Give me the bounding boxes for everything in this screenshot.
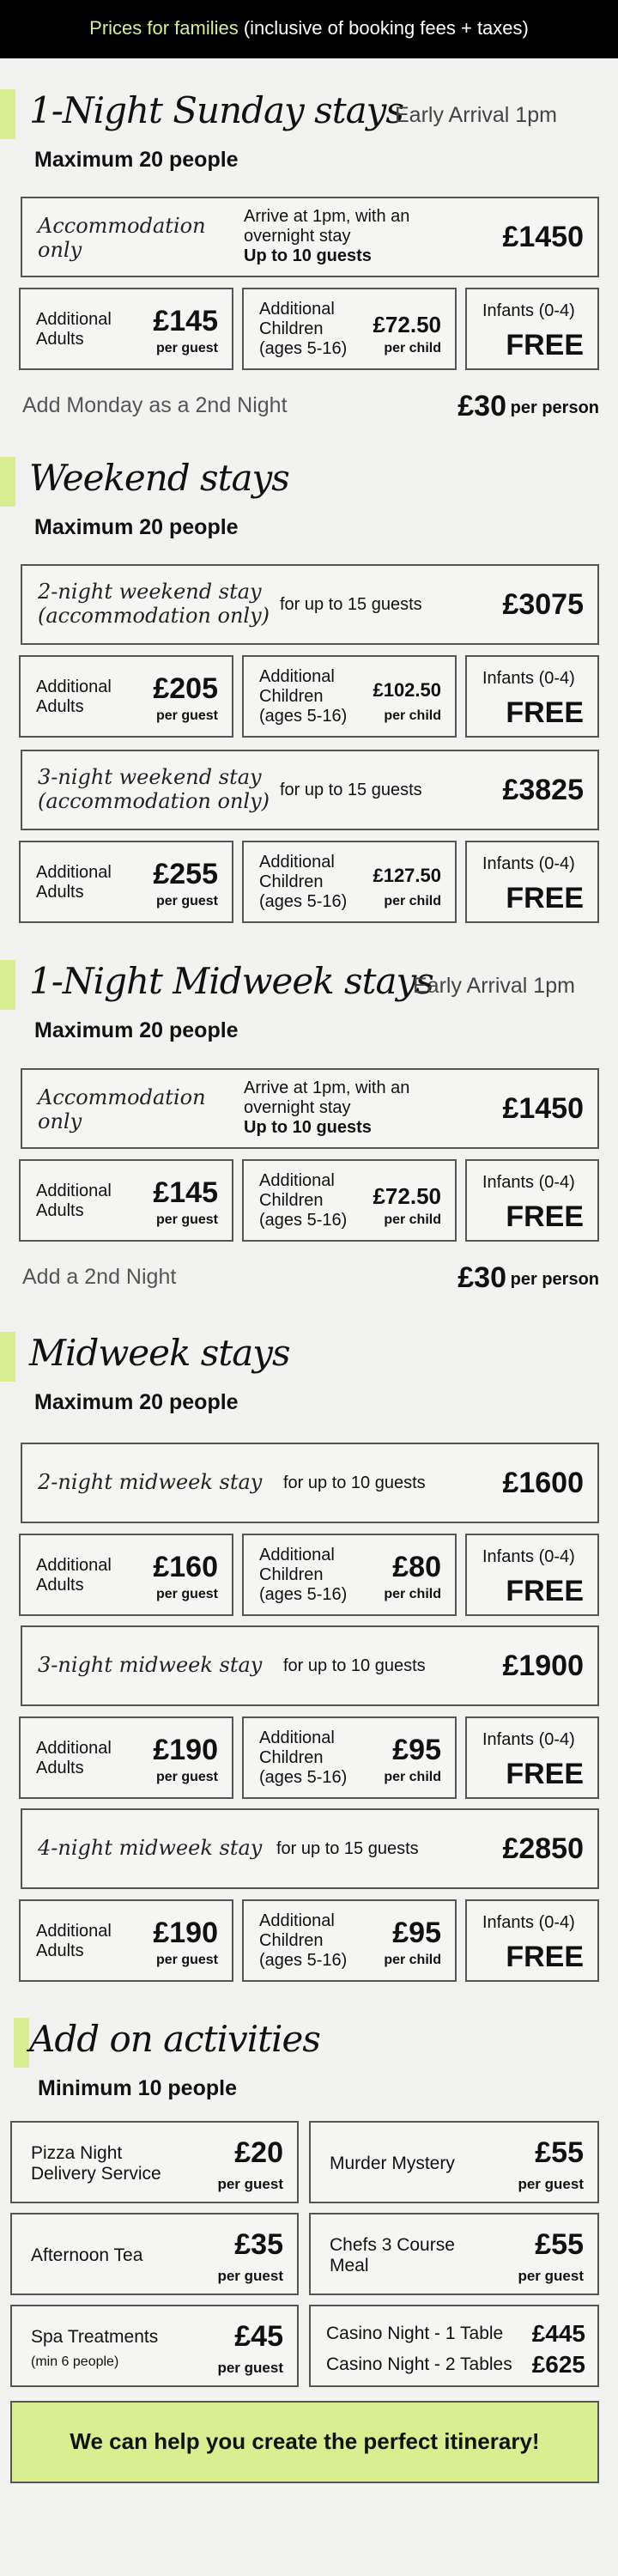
card-label: Accommodation only xyxy=(38,214,206,262)
card-label: Infants (0-4) xyxy=(482,1730,575,1749)
section-max: Maximum 20 people xyxy=(34,515,239,539)
card-price: £45 xyxy=(234,2320,283,2353)
card-label: Infants (0-4) xyxy=(482,1547,575,1566)
casino-row-1 xyxy=(326,2320,585,2347)
card-price: £145 xyxy=(153,1176,218,1209)
card-label: 3-night weekend stay (accommodation only) xyxy=(38,765,270,813)
card-price: FREE xyxy=(506,1575,584,1607)
section-title: 1-Night Sunday stays xyxy=(29,89,403,131)
card-label: Infants (0-4) xyxy=(482,1913,575,1932)
card-price: FREE xyxy=(506,1941,584,1973)
card-price: FREE xyxy=(506,696,584,729)
card-description: Arrive at 1pm, with an overnight stay Up to 10 guests xyxy=(244,1078,410,1137)
weekend-3-children-card xyxy=(242,841,457,923)
card-description: for up to 15 guests xyxy=(280,781,422,799)
card-label: Additional Adults xyxy=(36,1182,112,1220)
card-price: £190 xyxy=(153,1917,218,1949)
section-max: Maximum 20 people xyxy=(34,148,239,172)
card-price: £1900 xyxy=(502,1649,584,1682)
card-label: Additional Children (ages 5-16) xyxy=(259,853,348,911)
section-note: Early Arrival 1pm xyxy=(413,974,575,998)
card-unit: per guest xyxy=(155,341,218,355)
card-description: Arrive at 1pm, with an overnight stay Up to 10 guests xyxy=(244,207,410,265)
section-title: Add on activities xyxy=(29,2018,320,2060)
card-unit: per child xyxy=(384,1770,441,1784)
midweek1-adults-card xyxy=(19,1159,233,1242)
section-accent-bar xyxy=(0,1332,15,1382)
card-unit: per child xyxy=(384,894,441,908)
card-label: Additional Adults xyxy=(36,677,112,716)
card-label: Additional Adults xyxy=(36,863,112,902)
midweek-2-infants-card xyxy=(465,1534,599,1616)
midweek-4-children-card xyxy=(242,1899,457,1982)
card-label: Additional Adults xyxy=(36,1922,112,1960)
weekend-2-night-card xyxy=(21,564,599,645)
card-label: Additional Children (ages 5-16) xyxy=(259,300,348,358)
midweek1-extra-night-row xyxy=(22,1261,599,1296)
card-price: £95 xyxy=(392,1917,441,1949)
casino-row-label: Casino Night - 1 Table xyxy=(326,2324,504,2343)
banner-text: (inclusive of booking fees + taxes) xyxy=(238,17,529,39)
card-label: 2-night midweek stay xyxy=(38,1470,263,1494)
weekend-2-infants-card xyxy=(465,655,599,738)
card-price: £1450 xyxy=(502,1092,584,1125)
card-label: Infants (0-4) xyxy=(482,669,575,688)
activity-pizza-card xyxy=(10,2121,299,2203)
card-price: FREE xyxy=(506,329,584,361)
card-unit: per guest xyxy=(518,2268,584,2284)
midweek-2-night-card xyxy=(21,1443,599,1523)
section-max: Maximum 20 people xyxy=(34,1390,239,1414)
card-unit: per guest xyxy=(518,2176,584,2192)
section-accent-bar xyxy=(0,960,15,1010)
activity-casino-card xyxy=(309,2305,599,2387)
card-unit: per child xyxy=(384,1587,441,1601)
card-price: £2850 xyxy=(502,1832,584,1865)
card-label: Chefs 3 Course Meal xyxy=(330,2235,455,2275)
midweek-4-night-card xyxy=(21,1808,599,1889)
card-sublabel: (min 6 people) xyxy=(31,2354,119,2369)
card-label: Spa Treatments xyxy=(31,2327,159,2347)
sunday-adults-card xyxy=(19,288,233,370)
weekend-3-infants-card xyxy=(465,841,599,923)
card-unit: per guest xyxy=(155,1212,218,1227)
card-description: for up to 15 guests xyxy=(276,1839,419,1858)
card-unit: per guest xyxy=(155,1953,218,1967)
card-label: Pizza Night Delivery Service xyxy=(31,2143,161,2184)
card-label: 4-night midweek stay xyxy=(38,1836,263,1860)
extra-label: Add a 2nd Night xyxy=(22,1265,177,1289)
casino-row-label: Casino Night - 2 Tables xyxy=(326,2354,512,2374)
section-title: 1-Night Midweek stays xyxy=(29,960,433,1002)
card-unit: per guest xyxy=(155,1770,218,1784)
card-label: Additional Adults xyxy=(36,1556,112,1595)
extra-unit: per person xyxy=(510,398,599,417)
card-price: £1600 xyxy=(502,1467,584,1499)
section-title: Midweek stays xyxy=(29,1332,290,1374)
extra-price: £30 xyxy=(457,1261,506,1294)
midweek-4-infants-card xyxy=(465,1899,599,1982)
sunday-children-card xyxy=(242,288,457,370)
sunday-accommodation-card xyxy=(21,197,599,277)
card-unit: per child xyxy=(384,708,441,723)
sunday-extra-night-row xyxy=(22,390,599,424)
card-price: £3825 xyxy=(502,774,584,806)
midweek-3-children-card xyxy=(242,1716,457,1799)
card-price: £55 xyxy=(535,2136,584,2169)
card-unit: per guest xyxy=(155,1587,218,1601)
card-description: for up to 10 guests xyxy=(283,1656,426,1675)
weekend-3-night-card xyxy=(21,750,599,830)
banner-accent-text: Prices for families xyxy=(89,17,239,39)
section-max: Maximum 20 people xyxy=(34,1018,239,1042)
section-title: Weekend stays xyxy=(29,457,289,499)
midweek1-accommodation-card xyxy=(21,1068,599,1149)
midweek-4-adults-card xyxy=(19,1899,233,1982)
extra-label: Add Monday as a 2nd Night xyxy=(22,393,288,417)
section-accent-bar xyxy=(0,89,15,139)
weekend-2-children-card xyxy=(242,655,457,738)
extra-price: £30 xyxy=(457,390,506,422)
card-price: £72.50 xyxy=(373,312,441,337)
casino-row-price: £445 xyxy=(531,2320,585,2347)
section-min: Minimum 10 people xyxy=(38,2076,237,2100)
extra-unit: per person xyxy=(510,1270,599,1289)
card-price: £35 xyxy=(234,2228,283,2261)
midweek-2-children-card xyxy=(242,1534,457,1616)
card-label: 3-night midweek stay xyxy=(38,1653,263,1677)
section-accent-bar xyxy=(0,457,15,507)
card-price: £160 xyxy=(153,1551,218,1583)
card-price: £205 xyxy=(153,672,218,705)
card-label: Afternoon Tea xyxy=(31,2245,143,2265)
card-label: Additional Children (ages 5-16) xyxy=(259,1546,348,1604)
weekend-2-adults-card xyxy=(19,655,233,738)
card-price: £190 xyxy=(153,1734,218,1766)
card-label: Additional Adults xyxy=(36,310,112,349)
activity-spa-card xyxy=(10,2305,299,2387)
card-price: £20 xyxy=(234,2136,283,2169)
card-unit: per child xyxy=(384,1953,441,1967)
card-unit: per guest xyxy=(217,2176,283,2192)
card-price: £3075 xyxy=(502,588,584,621)
card-price: £55 xyxy=(535,2228,584,2261)
card-price: £95 xyxy=(392,1734,441,1766)
card-label: 2-night weekend stay (accommodation only) xyxy=(38,580,270,628)
card-label: Infants (0-4) xyxy=(482,854,575,873)
card-unit: per guest xyxy=(217,2360,283,2376)
activity-murder-mystery-card xyxy=(309,2121,599,2203)
card-unit: per guest xyxy=(155,708,218,723)
midweek-2-adults-card xyxy=(19,1534,233,1616)
card-label: Additional Children (ages 5-16) xyxy=(259,667,348,726)
itinerary-cta-button[interactable]: We can help you create the perfect itinerary! xyxy=(10,2401,599,2483)
card-unit: per guest xyxy=(155,894,218,908)
weekend-3-adults-card xyxy=(19,841,233,923)
activity-chefs-meal-card xyxy=(309,2213,599,2295)
midweek1-infants-card xyxy=(465,1159,599,1242)
card-unit: per guest xyxy=(217,2268,283,2284)
section-accent-bar xyxy=(14,2018,29,2068)
section-note: Early Arrival 1pm xyxy=(395,103,557,127)
card-price: £255 xyxy=(153,858,218,890)
midweek-3-adults-card xyxy=(19,1716,233,1799)
card-price: £72.50 xyxy=(373,1183,441,1209)
card-label: Infants (0-4) xyxy=(482,301,575,320)
card-price: FREE xyxy=(506,882,584,914)
card-label: Additional Children (ages 5-16) xyxy=(259,1728,348,1787)
card-price: £127.50 xyxy=(373,865,441,886)
card-label: Murder Mystery xyxy=(330,2154,455,2173)
activity-afternoon-tea-card xyxy=(10,2213,299,2295)
card-description: for up to 15 guests xyxy=(280,595,422,614)
card-label: Additional Children (ages 5-16) xyxy=(259,1911,348,1970)
midweek-3-infants-card xyxy=(465,1716,599,1799)
card-price: £1450 xyxy=(502,221,584,253)
casino-row-price: £625 xyxy=(531,2351,585,2378)
card-label: Additional Children (ages 5-16) xyxy=(259,1171,348,1230)
card-price: £80 xyxy=(392,1551,441,1583)
midweek1-children-card xyxy=(242,1159,457,1242)
midweek-3-night-card xyxy=(21,1625,599,1706)
card-unit: per child xyxy=(384,1212,441,1227)
card-unit: per child xyxy=(384,341,441,355)
card-label: Additional Adults xyxy=(36,1739,112,1777)
card-price: FREE xyxy=(506,1200,584,1233)
card-label: Accommodation only xyxy=(38,1085,206,1133)
card-label: Infants (0-4) xyxy=(482,1173,575,1192)
card-price: £102.50 xyxy=(373,679,441,701)
casino-row-2 xyxy=(326,2351,585,2378)
card-price: FREE xyxy=(506,1758,584,1790)
card-price: £145 xyxy=(153,305,218,337)
card-description: for up to 10 guests xyxy=(283,1473,426,1492)
sunday-infants-card xyxy=(465,288,599,370)
price-banner xyxy=(0,0,618,58)
